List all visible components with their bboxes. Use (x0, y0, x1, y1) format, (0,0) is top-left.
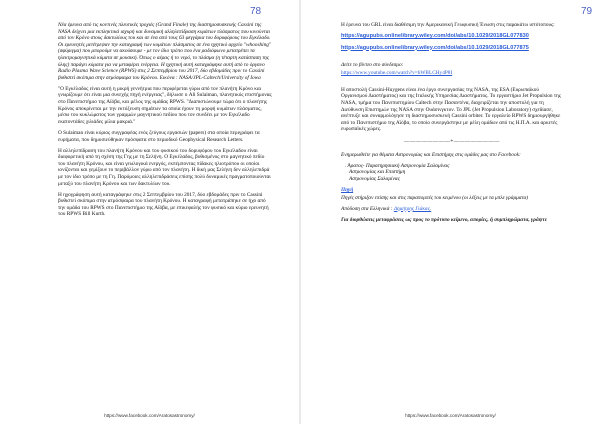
paragraph: Η ηχογράφηση αυτή καταγράφηκε στις 2 Σεπτεμβρίου του 2017, δύο εβδομάδες πριν το Cassini βυθιστεί σκόπιμα στην ατμόσφαιρα του πλανήτη Κρόνου. Η καταγραφή μετατράπηκε σε ήχο από την ομάδα του RPWS στο Πανεπιστήμιο της Αϊόβα, με επικεφαλής τον φυσικό και κύριο ερευνητή του RPWS Bill Kurth. (58, 191, 269, 218)
right-page-body (341, 22, 563, 228)
left-page (0, 0, 299, 424)
group-list (345, 163, 563, 183)
separator: ————————*———————— (404, 138, 500, 145)
video-label: Δείτε το βίντεο στο σύνδεσμο: (341, 62, 404, 69)
doi-link[interactable]: https://agupubs.onlinelibrary.wiley.com/doi/abs/10.1029/2018GL077830 (341, 33, 529, 40)
paragraph: Η αποστολή Cassini-Huygens είναι ένα έργο συνεργασίας της NASA, της ESA (Ευρωπαϊκού Οργανισμού Διαστήματος) και της Ιταλικής Υπηρεσίας Διαστήματος. Το εργαστήριο Jet Propulsion της NASA, τμήμα του Πανεπιστημίου Caltech στην Πασαντένα, διαχειρίζεται την αποστολή για τη Διεύθυνση Επιστημών της NASA στην Ουάσινγκτον. Το JPL (Jet Propulsion Laboratory) σχεδίασε, ανέπτυξε και συναρμολόγησε τη διαστημοσυσκευή Cassini orbiter. Το εργαλείο RPWS δημιουργήθηκε από το Πανεπιστήμιο της Αϊόβα, το οποίο συνεργάστηκε με μέλη ομάδων από τις Η.Π.Α. και αρκετές ευρωπαϊκές χώρες. (341, 86, 561, 133)
paragraph: Ο Sulaiman είναι κύριος συγγραφέας ενός ζεύγους εργασιών (papers) στα οποία περιγράφει τα ευρήματα, που δημοσιεύθηκαν πρόσφατα στο περιοδικό Geophysical Research Letters. (58, 129, 260, 143)
list-item: Αστρονομίας και Επιστήμη (349, 169, 406, 176)
update-line: Ενημερωθείτε για θέματα Αστρονομίας και Επιστήμης στις ομάδες μας στο Facebook: (341, 151, 521, 158)
left-page-body (58, 22, 272, 223)
page-number: 78 (250, 6, 262, 17)
list-item: Αστρονομίας Σαλαμίνας (349, 175, 400, 182)
quote-paragraph: "Ο Εγκέλαδος είναι αυτή η μικρή γεννήτρια που περιφέρεται γύρω από τον πλανήτη Κρόνο και γνωρίζουμε ότι είναι μια συνεχής πηγή ενέργειας", δήλωσε ο Ali Sulaiman, πλανητικός επιστήμονας στο Πανεπιστήμιο της Αϊόβα, και μέλος της ομάδας RPWS. "Διαπιστώνουμε τώρα ότι ο πλανήτης Κρόνος αποκρίνεται με την εκτόξευση σημάτων τα οποία έχουν τη μορφή κυμάτων πλάσματος, μέσω του κυκλώματος των γραμμών μαγνητικού πεδίου που τον συνδέει με τον Εγκέλαδο εκατοντάδες χιλιάδες μίλια μακριά." (58, 85, 272, 125)
paragraph: Η αλληλεπίδραση του πλανήτη Κρόνου και του φυσικού του δορυφόρου του Εγκέλαδου είναι διαφορετική από τη σχέση της Γης με τη Σελήνη. Ο Εγκέλαδος, βυθισμένος στο μαγνητικό πεδίο του πλανήτη Κρόνου, και είναι γεωλογικά ενεργός, εκπέμποντας πίδακες ηλιοτρόπου οι οποίοι ιονίζονται και γεμίζουν το περιβάλλον γύρω από τον πλανήτη. Η δική μας Σελήνη δεν αλληλεπιδρά με τον ίδιο τρόπο με τη Γη. Παρόμοιες αλληλεπιδράσεις επίσης πολύ δυναμικές πραγματοποιούνται μεταξύ του πλανήτη Κρόνου και των δακτυλίων του. (58, 147, 271, 187)
list-item: . Άρατος- Παρατηρησιακή Αστρονομία Σαλαμίνας (345, 162, 450, 169)
page-number: 79 (581, 6, 593, 17)
page-footer: https://www.facebook.com/Aratosastronomy/ (104, 413, 195, 418)
translation-line (341, 206, 563, 213)
image-caption: Νέα έρευνα από τις κοντινές πλευτικές τροχιές (Grand Finale) της διαστημοσυσκευής Cassini της NASA δείχνει μια εκπληκτικά ισχυρή και δυναμική αλληλεπίδραση κυμάτων πλάσματος που κινούνται από τον Κρόνο στους δακτυλίους του και σε ένα από τους 63 φεγγάρια του δορυφόρους του Εγκέλαδο. Οι ερευνητές μετέτρεψαν την καταγραφή των κυμάτων πλάσματος σε ένα ηχητικό αρχείο "whooshing" (σφύριγμα) που μπορούμε να ακούσουμε - με τον ίδιο τρόπο που ένα ραδιόφωνο μετατρέπει τα ηλεκτρομαγνητικά κύματα σε μουσική. Όπως ο αέρας ή το νερό, το πλάσμα (η τέταρτη κατάσταση της ύλης) παράγει κύματα για να μεταφέρει ενέργεια. Η ηχητική αυτή καταγράφηκε αυτή από το όργανο Radio Plasma Wave Science (RPWS) στις 2 Σεπτεμβρίου του 2017, δύο εβδομάδες πριν το Cassini βυθιστεί σκόπιμα στην ατμόσφαιρα του Κρόνου. Εικόνα : NASA/JPL-Caltech/University of Iowa (58, 22, 272, 81)
right-page (301, 0, 600, 424)
closing-text: Για διορθώσεις μεταφράσεις ως προς το πρότυπο κείμενο, απορίες, ή συμπληρώματα, γράψτε (341, 216, 547, 223)
doi-link[interactable]: https://agupubs.onlinelibrary.wiley.com/doi/abs/10.1029/2018GL077875 (341, 44, 529, 51)
page-footer: https://www.facebook.com/Aratosastronomy/ (405, 413, 496, 418)
source-heading[interactable]: Πηγή (341, 186, 354, 193)
source-text: Πηγές στήριξαν επίσης και στις παραπομπές του κειμένου (οι λέξεις με τα μπλε γράμματα) (341, 194, 529, 201)
translation-label: Απόδοση στα Ελληνικά : (341, 205, 393, 212)
translator-link[interactable]: Δημήτρης Γιάκας. (393, 205, 432, 212)
paragraph: Η έρευνα του GRL είναι διαθέσιμη την Αμερικανική Γεωφυσική Ένωση στις παρακάτω ιστότοπους: (341, 22, 555, 28)
video-link[interactable]: https://www.youtube.com/watch?v=hWBLCHy4P8I (341, 69, 453, 76)
